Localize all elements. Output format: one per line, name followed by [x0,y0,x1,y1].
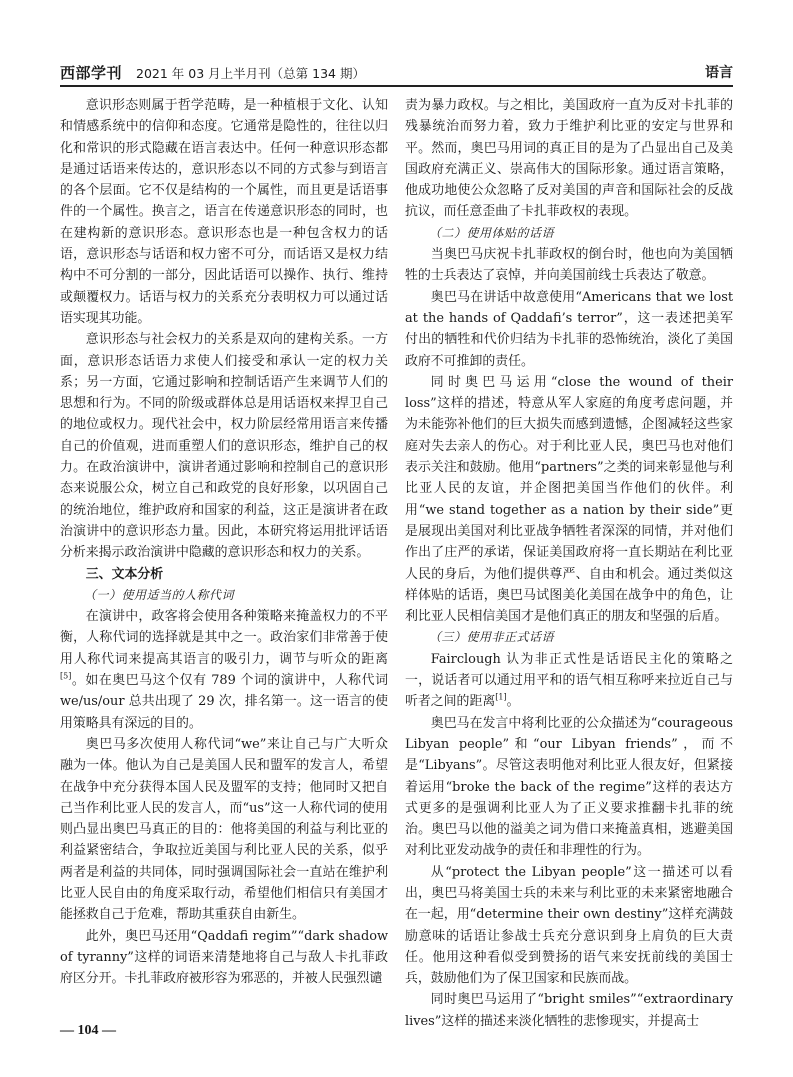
paragraph: 奥巴马在发言中将利比亚的公众描述为“courageous Libyan people”和“our Libyan friends”，而不是“Libyans”。尽管这表明他对利比亚人很友好，但紧接着运用“broke the back of the regime”这样的表达方式更多的是强调利比亚人为了正义要求推翻卡扎菲的统治。奥巴马以他的溢美之词为借口来掩盖真相，逃避美国对利比亚发动战争的责任和非理性的行为。 [405,715,733,859]
subsection-heading: （三）使用非正式话语 [429,630,555,645]
paragraph: 奥巴马在讲话中故意使用“Americans that we lost at the hands of Qaddafi’s terror”，这一表述把美军付出的牺牲和代价归结为卡扎菲的恐怖统治，淡化了美国政府不可推卸的责任。 [405,289,733,369]
paragraph: 此外，奥巴马还用“Qaddafi regim”“dark shadow of tyranny”这样的词语来清楚地将自己与敌人卡扎菲政府区分开。卡扎菲政府被形容为邪恶的，并被人民强烈谴 [60,928,388,987]
journal-logo: 西部学刊 [60,64,123,82]
paragraph: 同时奥巴马运用了“bright smiles”“extraordinary lives”这样的描述来淡化牺牲的悲惨现实，并提高士 [405,992,733,1029]
issue-info: 2021 年 03 月上半月刊（总第 134 期） [136,66,365,81]
paragraph: 意识形态与社会权力的关系是双向的建构关系。一方面，意识形态话语力求使人们接受和承认一定的权力关系；另一方面，它通过影响和控制话语产生来调节人们的思想和行为。不同的阶级或群体总是用话语权来捍卫自己的地位或权力。现代社会中，权力阶层经常用语言来传播自己的价值观，进而重塑人们的意识形态，维护自己的权力。在政治演讲中，演讲者通过影响和控制自己的意识形态来说服公众，树立自己和政党的良好形象，以巩固自己的统治地位，维护政府和国家的利益，这正是演讲者在政治演讲中的意识形态力量。因此，本研究将运用批评话语分析来揭示政治演讲中隐藏的意识形态和权力的关系。 [60,332,388,561]
section-heading: 三、文本分析 [85,566,164,582]
paragraph: 奥巴马多次使用人称代词“we”来让自己与广大听众融为一体。他认为自己是美国人民和盟军的发言人，希望在战争中充分获得本国人民及盟军的支持；他同时又把自己当作利比亚人民的发言人，而“us”这一人称代词的使用则凸显出奥巴马真正的目的：他将美国的利益与利比亚的利益紧密结合，争取拉近美国与利比亚人民的关系，似乎两者是利益的共同体，同时强调国际社会一直站在维护利比亚人民自由的角度采取行动，希望他们相信只有美国才能拯救自己于危难，帮助其重获自由新生。 [60,736,388,923]
header-rule [60,85,733,87]
subsection-heading: （一）使用适当的人称代词 [84,587,235,602]
paragraph: 同时奥巴马运用“close the wound of their loss”这样的措述，特意从军人家庭的角度考虑问题，并为未能弥补他们的巨大损失而感到遗憾，企图减轻这些家庭对失去亲人的伤心。对于利比亚人民，奥巴马也对他们表示关注和鼓励。他用“partners”之类的词来彰显他与利比亚人民的友谊，并企图把美国当作他们的伙伴。利用“we stand together as a nation by their side”更是展现出美国对利比亚战争牺牲者深深的同情，并对他们作出了庄严的承诺，保证美国政府将一直长期站在利比亚人民的身后，为他们提供尊严、自由和机会。通过类似这样体贴的话语，奥巴马试图美化美国在战争中的角色，让利比亚人民相信美国才是他们真正的朋友和坚强的后盾。 [405,374,733,625]
paragraph: 责为暴力政权。与之相比，美国政府一直为反对卡扎菲的残暴统治而努力着，致力于维护利比亚的安定与世界和平。然而，奥巴马用词的真正目的是为了凸显出自己及美国政府充满正义、崇高伟大的国际形象。通过语言策略，他成功地使公众忽略了反对美国的声音和国际社会的反战抗议，而任意歪曲了卡扎菲政权的表现。 [405,98,733,220]
subsection-heading: （二）使用体贴的话语 [429,225,555,240]
citation: [5] [60,671,72,681]
citation: [1] [495,693,507,703]
section-label: 语言 [705,65,733,81]
paragraph: 当奥巴马庆祝卡扎菲政权的倒台时，他也向为美国牺牲的士兵表达了哀悼，并向美国前线士兵表达了敬意。 [405,247,733,284]
paragraph: Fairclough 认为非正式性是话语民主化的策略之一，说话者可以通过用平和的语气相互称呼来拉近自己与听者之间的距离[1]。 [405,651,733,710]
right-column [405,95,733,1032]
page-number: — 104 — [60,1023,116,1038]
left-column [60,95,388,989]
running-header [60,62,733,82]
paragraph: 意识形态则属于哲学范畴，是一种植根于文化、认知和情感系统中的信仰和态度。它通常是隐性的，往往以归化和常识的形式隐藏在语言表达中。任何一种意识形态都是通过话语来传达的，意识形态以不同的方式参与到语言的各个层面。它不仅是结构的一个属性，而且更是话语事件的一个属性。换言之，语言在传递意识形态的同时，也在建构新的意识形态。意识形态也是一种包含权力的话语，意识形态与话语和权力密不可分，而话语又是权力结构中不可分割的一部分，因此话语可以操作、执行、维持或颠覆权力。话语与权力的关系充分表明权力可以通过话语实现其功能。 [60,98,388,326]
paragraph: 在演讲中，政客将会使用各种策略来掩盖权力的不平衡，人称代词的选择就是其中之一。政治家们非常善于使用人称代词来提高其语言的吸引力，调节与听众的距离[5]。如在奥巴马这个仅有 789 个词的演讲中，人称代词 we/us/our 总共出现了 29 次，排名第一。这一语言的使用策略具有深远的目的。 [60,609,388,731]
paragraph: 从“protect the Libyan people”这一描述可以看出，奥巴马将美国士兵的未来与利比亚的未来紧密地融合在一起，用“determine their own destiny”这样充满鼓励意味的话语让参战士兵充分意识到身上肩负的巨大责任。他用这种看似受到赞扬的语气来安抚前线的美国士兵，鼓励他们为了保卫国家和民族而战。 [405,864,733,987]
